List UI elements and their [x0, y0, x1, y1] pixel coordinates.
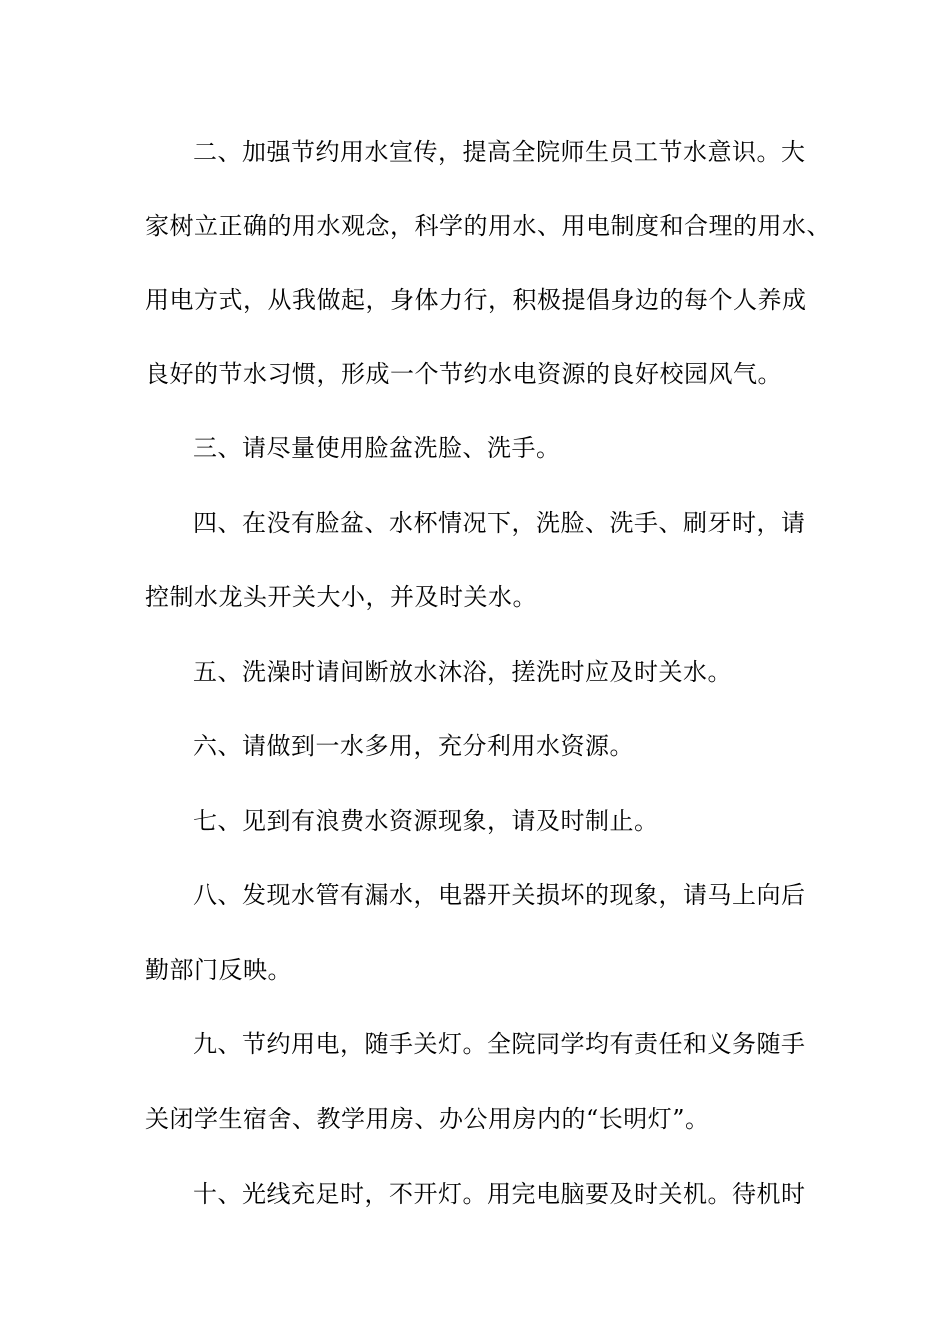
paragraph-2-line-1: 二、加强节约用水宣传，提高全院师生员工节水意识。大 [193, 138, 806, 166]
paragraph-4-line-2: 控制水龙头开关大小，并及时关水。 [145, 583, 537, 611]
paragraph-3-line-1: 三、请尽量使用脸盆洗脸、洗手。 [193, 434, 561, 462]
paragraph-5-line-1: 五、洗澡时请间断放水沐浴，搓洗时应及时关水。 [193, 658, 732, 686]
paragraph-6-line-1: 六、请做到一水多用，充分利用水资源。 [193, 732, 634, 760]
paragraph-10-line-1: 十、光线充足时，不开灯。用完电脑要及时关机。待机时 [193, 1180, 806, 1208]
paragraph-2-line-3: 用电方式，从我做起，身体力行，积极提倡身边的每个人养成 [145, 286, 807, 314]
paragraph-8-line-2: 勤部门反映。 [145, 956, 292, 984]
paragraph-8-line-1: 八、发现水管有漏水，电器开关损坏的现象，请马上向后 [193, 881, 806, 909]
paragraph-4-line-1: 四、在没有脸盆、水杯情况下，洗脸、洗手、刷牙时，请 [193, 509, 806, 537]
paragraph-2-line-4: 良好的节水习惯，形成一个节约水电资源的良好校园风气。 [145, 360, 782, 388]
paragraph-9-line-1: 九、节约用电，随手关灯。全院同学均有责任和义务随手 [193, 1030, 806, 1058]
paragraph-7-line-1: 七、见到有浪费水资源现象，请及时制止。 [193, 807, 659, 835]
paragraph-9-line-2: 关闭学生宿舍、教学用房、办公用房内的“长明灯”。 [145, 1105, 710, 1133]
paragraph-2-line-2: 家树立正确的用水观念，科学的用水、用电制度和合理的用水、 [145, 212, 831, 240]
